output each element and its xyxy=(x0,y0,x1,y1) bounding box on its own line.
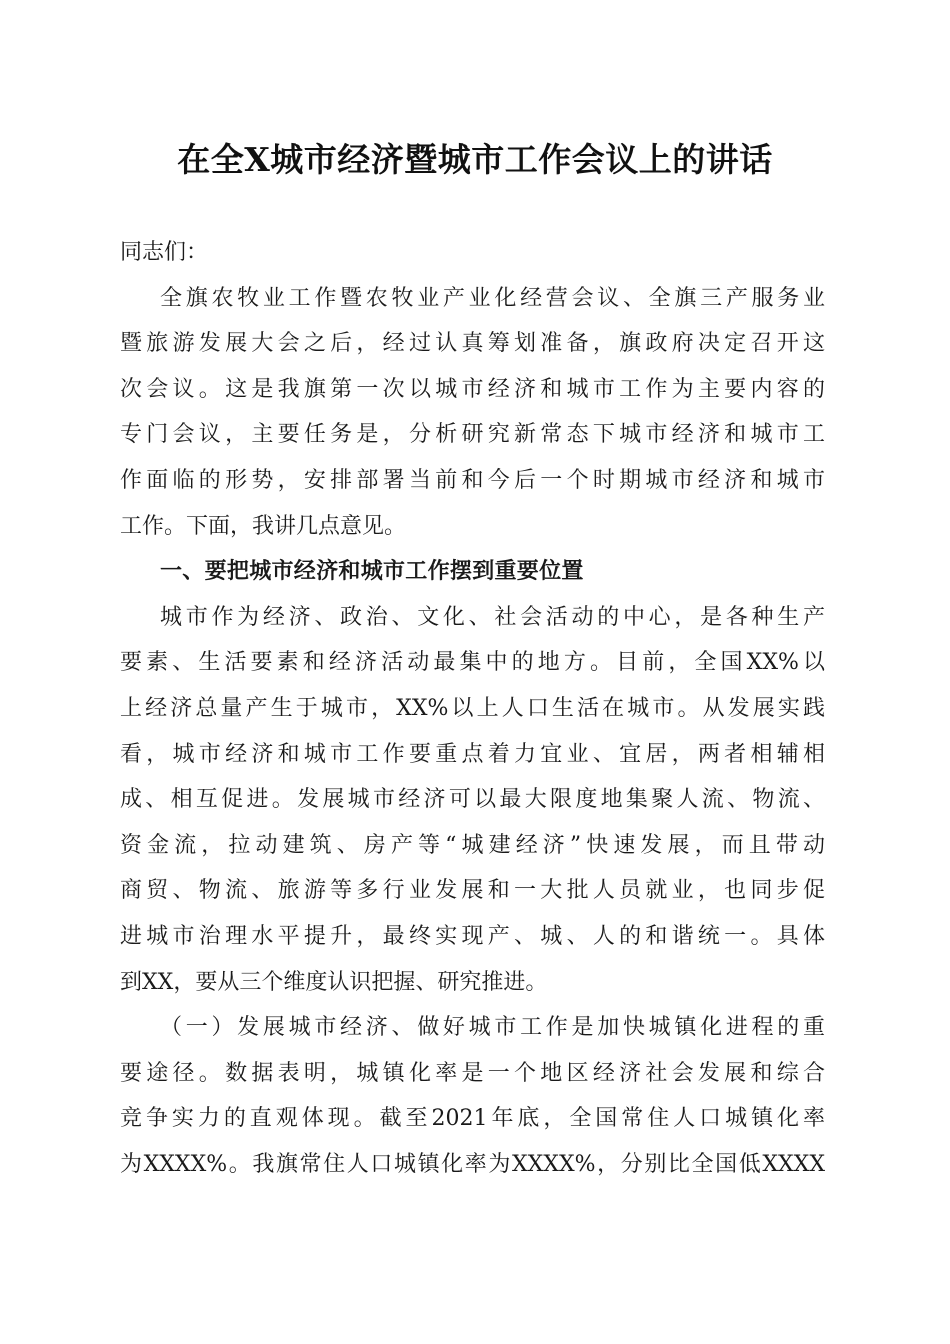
paragraph-1-line-3: 次会议。这是我旗第一次以城市经济和城市工作为主要内容的 xyxy=(120,376,825,402)
paragraph-3-line-1: （一）发展城市经济、做好城市工作是加快城镇化进程的重 xyxy=(160,1015,825,1041)
paragraph-2-line-5: 成、相互促进。发展城市经济可以最大限度地集聚人流、物流、 xyxy=(120,787,825,813)
paragraph-2-line-7: 商贸、物流、旅游等多行业发展和一大批人员就业，也同步促 xyxy=(120,878,825,904)
paragraph-2-line-1: 城市作为经济、政治、文化、社会活动的中心，是各种生产 xyxy=(160,604,825,630)
paragraph-2-line-6: 资金流，拉动建筑、房产等“城建经济”快速发展，而且带动 xyxy=(120,832,825,858)
paragraph-2-line-8: 进城市治理水平提升，最终实现产、城、人的和谐统一。具体 xyxy=(120,923,825,949)
paragraph-1-line-4: 专门会议，主要任务是，分析研究新常态下城市经济和城市工 xyxy=(120,422,825,448)
paragraph-3-line-2: 要途径。数据表明，城镇化率是一个地区经济社会发展和综合 xyxy=(120,1060,825,1086)
document-body xyxy=(120,230,825,1187)
paragraph-3-line-3: 竞争实力的直观体现。截至2021年底，全国常住人口城镇化率 xyxy=(120,1106,825,1132)
paragraph-2-line-4: 看，城市经济和城市工作要重点着力宜业、宜居，两者相辅相 xyxy=(120,741,825,767)
section-heading-1: 一、要把城市经济和城市工作摆到重要位置 xyxy=(160,559,584,585)
paragraph-3-line-4: 为XXXX%。我旗常住人口城镇化率为XXXX%，分别比全国低XXXX xyxy=(120,1151,825,1177)
paragraph-1-line-6: 工作。下面，我讲几点意见。 xyxy=(120,513,407,539)
paragraph-1-line-1: 全旗农牧业工作暨农牧业产业化经营会议、全旗三产服务业 xyxy=(160,285,825,311)
paragraph-2-line-2: 要素、生活要素和经济活动最集中的地方。目前，全国XX%以 xyxy=(120,650,825,676)
paragraph-1-line-5: 作面临的形势，安排部署当前和今后一个时期城市经济和城市 xyxy=(120,467,825,493)
paragraph-1-line-2: 暨旅游发展大会之后，经过认真筹划准备，旗政府决定召开这 xyxy=(120,331,825,357)
paragraph-2-line-3: 上经济总量产生于城市，XX%以上人口生活在城市。从发展实践 xyxy=(120,695,825,721)
document-title: 在全X城市经济暨城市工作会议上的讲话 xyxy=(177,140,773,179)
salutation: 同志们： xyxy=(120,240,209,265)
paragraph-2-line-9: 到XX，要从三个维度认识把握、研究推进。 xyxy=(120,969,548,995)
